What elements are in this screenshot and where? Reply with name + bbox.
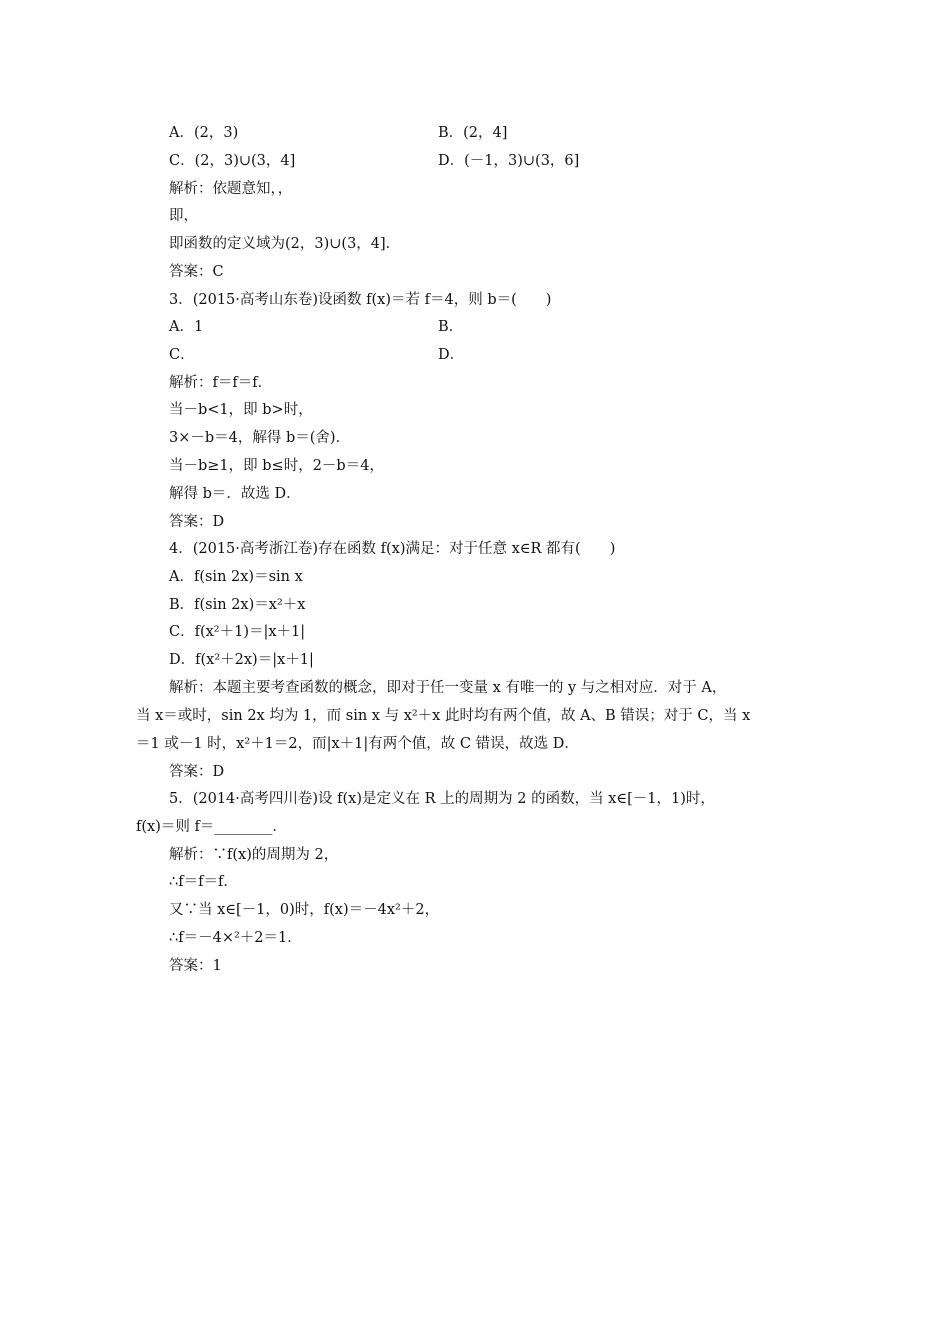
- q3-analysis-line: 当－b<1，即 b>时，: [169, 402, 313, 418]
- q4-stem: 4．(2015·高考浙江卷)存在函数 f(x)满足：对于任意 x∈R 都有( ): [169, 541, 616, 557]
- q5-analysis-line: ∴f＝f＝f．: [169, 874, 238, 890]
- q3-option-a: A．1: [169, 319, 204, 335]
- q3-analysis-line: 3×－b＝4，解得 b＝(舍)．: [169, 430, 351, 446]
- q2-option-a: A．(2，3): [169, 125, 239, 141]
- q3-analysis-line: 解析：f＝f＝f．: [169, 375, 273, 391]
- q3-option-c: C．: [169, 347, 195, 363]
- q4-option-c: C．f(x²＋1)＝|x＋1|: [169, 624, 306, 640]
- q4-answer: 答案：D: [169, 764, 225, 780]
- q3-option-d: D．: [438, 347, 465, 363]
- q2-analysis-line: 即，: [169, 208, 198, 224]
- q3-answer: 答案：D: [169, 514, 225, 530]
- q3-stem: 3．(2015·高考山东卷)设函数 f(x)＝若 f＝4，则 b＝( ): [169, 292, 552, 308]
- q2-analysis-line: 解析：依题意知，，: [169, 181, 293, 197]
- q4-analysis-line: ＝1 或－1 时，x²＋1＝2，而|x＋1|有两个值，故 C 错误，故选 D．: [136, 736, 579, 752]
- q4-option-a: A．f(sin 2x)＝sin x: [169, 569, 303, 585]
- q4-option-b: B．f(sin 2x)＝x²＋x: [169, 597, 306, 613]
- q5-analysis-line: 又∵当 x∈[－1，0)时，f(x)＝－4x²＋2，: [169, 902, 440, 918]
- q2-option-b: B．(2，4]: [438, 125, 508, 141]
- q2-analysis-line: 即函数的定义域为(2，3)∪(3，4]．: [169, 236, 401, 252]
- q2-option-d: D．(－1，3)∪(3，6]: [438, 153, 580, 169]
- q4-option-d: D．f(x²＋2x)＝|x＋1|: [169, 652, 314, 668]
- q5-analysis-line: ∴f＝－4×²＋2＝1．: [169, 930, 302, 946]
- q2-answer: 答案：C: [169, 264, 224, 280]
- q3-analysis-line: 解得 b＝．故选 D．: [169, 486, 301, 502]
- q5-analysis-line: 解析：∵f(x)的周期为 2，: [169, 847, 339, 863]
- q5-stem: 5．(2014·高考四川卷)设 f(x)是定义在 R 上的周期为 2 的函数，当 x∈[－1，1)时，: [169, 791, 715, 807]
- q5-stem: f(x)＝则 f＝________．: [136, 819, 287, 835]
- q3-analysis-line: 当－b≥1，即 b≤时，2－b＝4，: [169, 458, 384, 474]
- q4-analysis-line: 当 x＝或时，sin 2x 均为 1，而 sin x 与 x²＋x 此时均有两个值，故 A、B 错误；对于 C，当 x: [136, 708, 751, 724]
- q2-option-c: C．(2，3)∪(3，4]: [169, 153, 296, 169]
- q3-option-b: B．: [438, 319, 464, 335]
- q5-answer: 答案：1: [169, 958, 222, 974]
- q4-analysis-line: 解析：本题主要考查函数的概念，即对于任一变量 x 有唯一的 y 与之相对应．对于 A，: [169, 680, 727, 696]
